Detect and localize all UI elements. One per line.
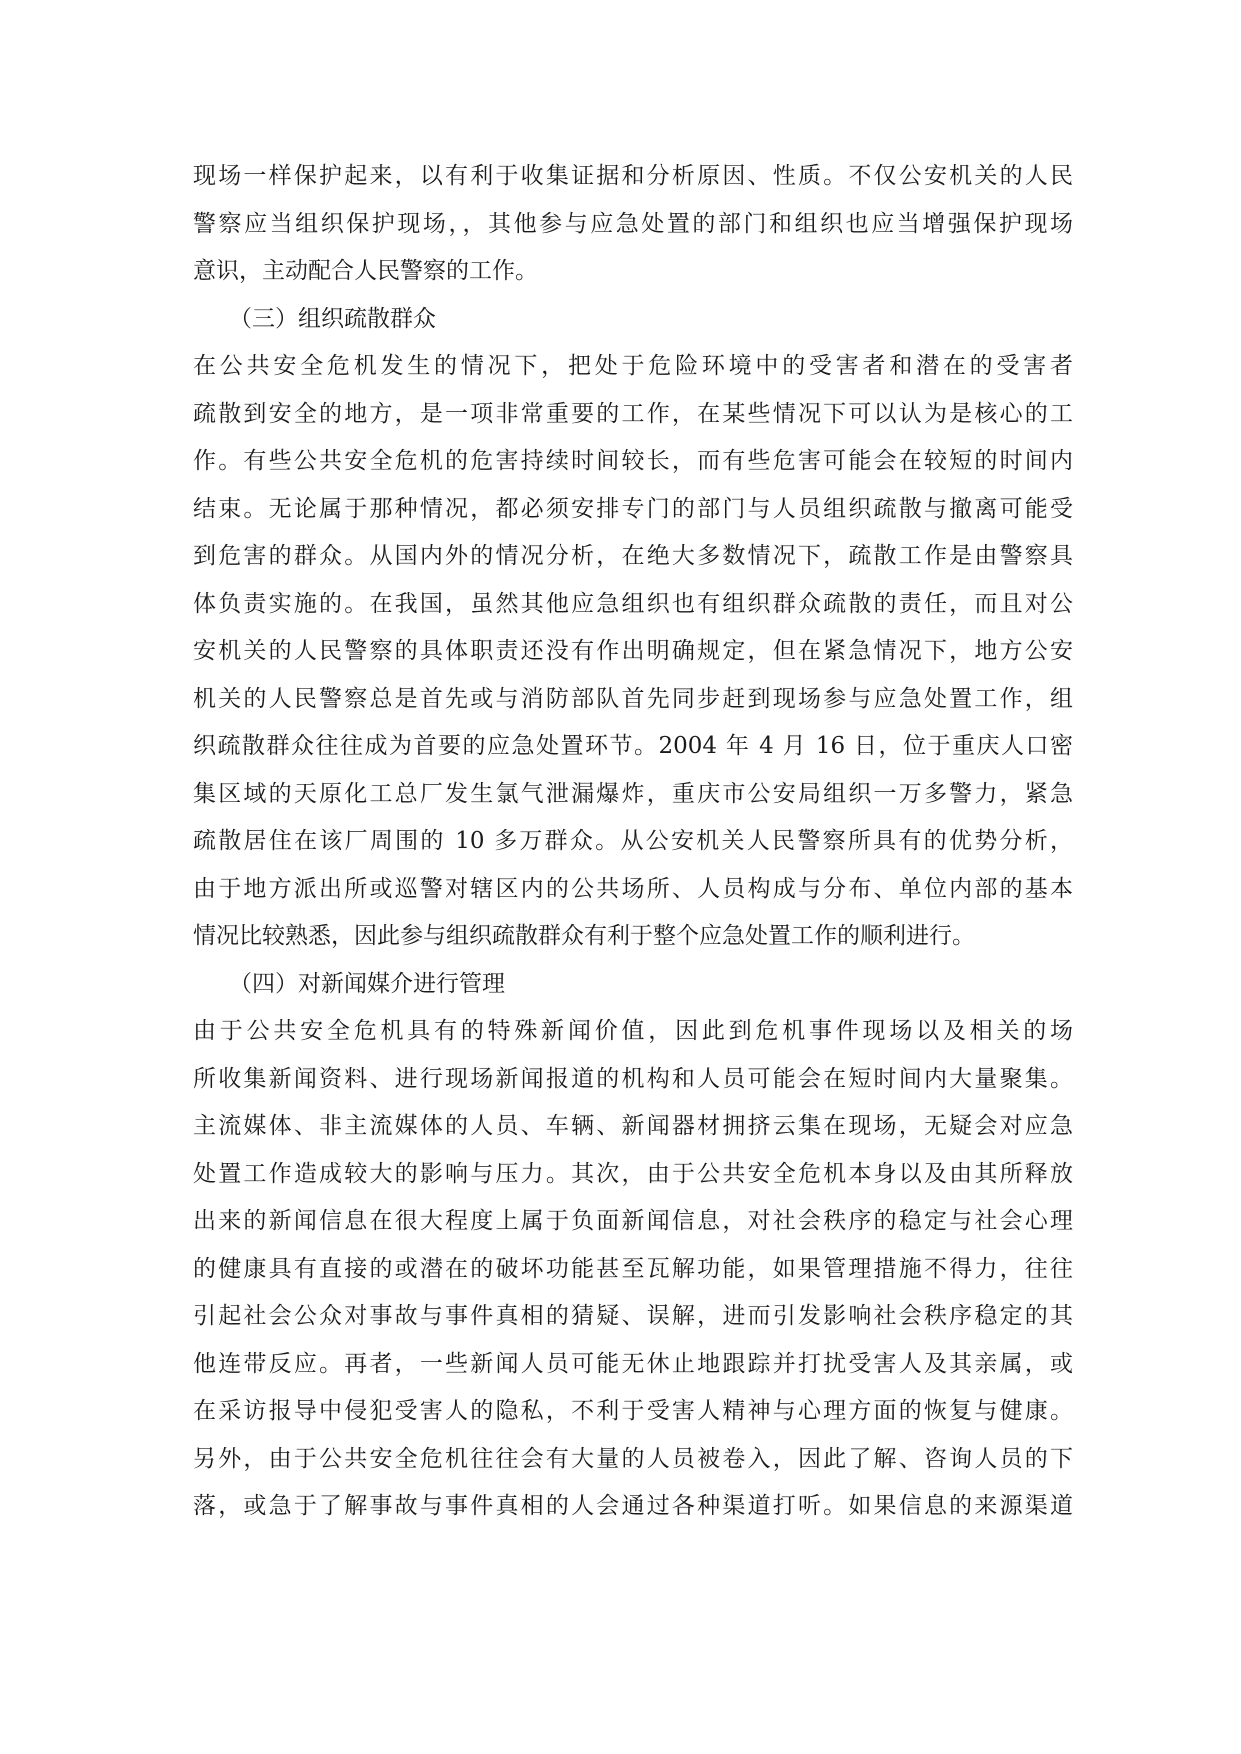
text-line: 处置工作造成较大的影响与压力。其次，由于公共安全危机本身以及由其所释放 (193, 1160, 1073, 1187)
text-line: 在采访报导中侵犯受害人的隐私，不利于受害人精神与心理方面的恢复与健康。 (193, 1398, 1073, 1424)
text-line: 疏散居住在该厂周围的 10 多万群众。从公安机关人民警察所具有的优势分析， (193, 828, 1073, 854)
text-line: 警察应当组织保护现场，，其他参与应急处置的部门和组织也应当增强保护现场 (193, 210, 1073, 237)
text-line: 作。有些公共安全危机的危害持续时间较长，而有些危害可能会在较短的时间内 (193, 448, 1073, 474)
text-line: 集区域的天原化工总厂发生氯气泄漏爆炸，重庆市公安局组织一万多警力，紧急 (193, 780, 1073, 807)
section-heading-3: （三）组织疏散群众 (229, 305, 436, 332)
text-line: 落，或急于了解事故与事件真相的人会通过各种渠道打听。如果信息的来源渠道 (193, 1493, 1073, 1519)
text-line: 结束。无论属于那种情况，都必须安排专门的部门与人员组织疏散与撤离可能受 (193, 495, 1073, 522)
text-line: 的健康具有直接的或潜在的破坏功能甚至瓦解功能，如果管理措施不得力，往往 (193, 1255, 1073, 1282)
text-line: 安机关的人民警察的具体职责还没有作出明确规定，但在紧急情况下，地方公安 (193, 638, 1073, 664)
text-line: 到危害的群众。从国内外的情况分析，在绝大多数情况下，疏散工作是由警察具 (193, 543, 1073, 569)
text-line: 所收集新闻资料、进行现场新闻报道的机构和人员可能会在短时间内大量聚集。 (193, 1065, 1073, 1092)
text-line: 他连带反应。再者，一些新闻人员可能无休止地跟踪并打扰受害人及其亲属，或 (193, 1350, 1073, 1377)
text-line: 在公共安全危机发生的情况下，把处于危险环境中的受害者和潜在的受害者 (193, 353, 1073, 379)
text-line: 出来的新闻信息在很大程度上属于负面新闻信息，对社会秩序的稳定与社会心理 (193, 1208, 1073, 1234)
text-line: 织疏散群众往往成为首要的应急处置环节。2004 年 4 月 16 日，位于重庆人口密 (193, 733, 1073, 759)
text-line: 情况比较熟悉，因此参与组织疏散群众有利于整个应急处置工作的顺利进行。 (193, 923, 975, 949)
text-line: 意识，主动配合人民警察的工作。 (193, 258, 538, 284)
text-line: 疏散到安全的地方，是一项非常重要的工作，在某些情况下可以认为是核心的工 (193, 400, 1073, 427)
text-line: 机关的人民警察总是首先或与消防部队首先同步赶到现场参与应急处置工作，组 (193, 685, 1073, 712)
text-line: 现场一样保护起来，以有利于收集证据和分析原因、性质。不仅公安机关的人民 (193, 163, 1073, 189)
text-line: 主流媒体、非主流媒体的人员、车辆、新闻器材拥挤云集在现场，无疑会对应急 (193, 1113, 1073, 1139)
section-heading-4: （四）对新闻媒介进行管理 (229, 970, 505, 997)
text-line: 体负责实施的。在我国，虽然其他应急组织也有组织群众疏散的责任，而且对公 (193, 590, 1073, 617)
body-text (193, 153, 1073, 1531)
text-line: 由于地方派出所或巡警对辖区内的公共场所、人员构成与分布、单位内部的基本 (193, 875, 1073, 902)
text-line: 由于公共安全危机具有的特殊新闻价值，因此到危机事件现场以及相关的场 (193, 1018, 1073, 1044)
text-line: 另外，由于公共安全危机往往会有大量的人员被卷入，因此了解、咨询人员的下 (193, 1445, 1073, 1472)
text-line: 引起社会公众对事故与事件真相的猜疑、误解，进而引发影响社会秩序稳定的其 (193, 1303, 1073, 1329)
